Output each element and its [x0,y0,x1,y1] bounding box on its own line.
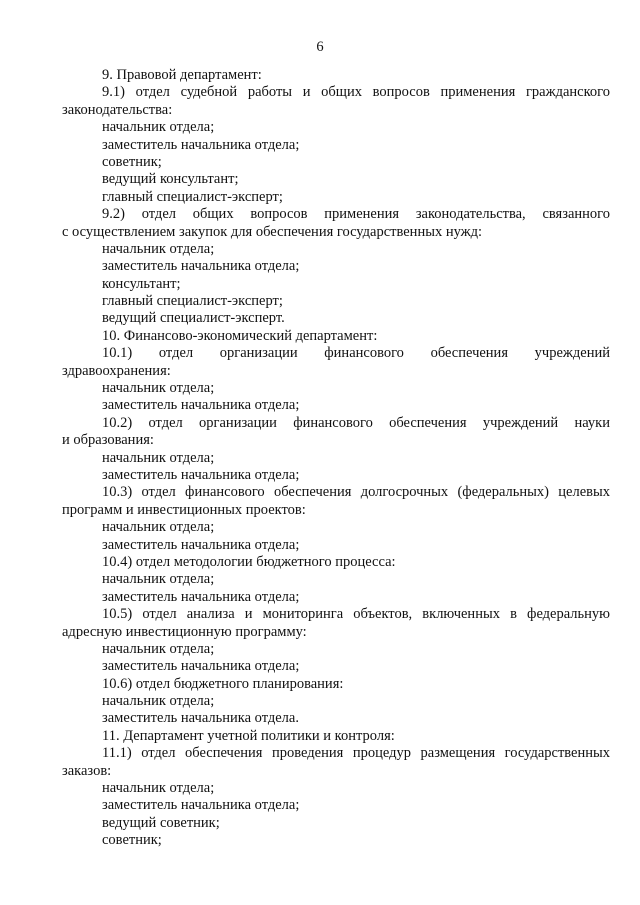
page-number: 6 [316,39,324,55]
subsection-heading-continuation: законодательства: [62,101,173,118]
position-item: заместитель начальника отдела; [102,797,300,814]
subsection-heading: 10.6) отдел бюджетного планирования: [102,675,344,692]
subsection-heading: 11.1) отдел обеспечения проведения процедур размещения государственных [102,745,610,762]
subsection-heading: 10.3) отдел финансового обеспечения долгосрочных (федеральных) целевых [102,484,610,501]
position-item: заместитель начальника отдела; [102,536,300,553]
position-item: заместитель начальника отдела. [102,710,299,727]
subsection-heading: 10.1) отдел организации финансового обеспечения учреждений [102,345,610,362]
subsection-heading-continuation: адресную инвестиционную программу: [62,623,307,640]
subsection-heading-continuation: здравоохранения: [62,362,171,379]
position-item: ведущий консультант; [102,171,239,188]
subsection-heading-continuation: и образования: [62,432,154,449]
position-item: начальник отдела; [102,380,215,397]
subsection-heading: 10.4) отдел методологии бюджетного процесса: [102,553,396,570]
position-item: заместитель начальника отдела; [102,258,300,275]
position-item: ведущий советник; [102,814,220,831]
position-item: начальник отдела; [102,571,215,588]
subsection-heading-continuation: заказов: [62,762,112,779]
position-item: заместитель начальника отдела; [102,466,300,483]
position-item: заместитель начальника отдела; [102,588,300,605]
position-item: главный специалист-эксперт; [102,293,283,310]
position-item: начальник отдела; [102,119,215,136]
subsection-heading: 10.5) отдел анализа и мониторинга объектов, включенных в федеральную [102,606,610,623]
subsection-heading: 9.2) отдел общих вопросов применения законодательства, связанного [102,206,610,223]
position-item: заместитель начальника отдела; [102,658,300,675]
position-item: консультант; [102,275,181,292]
subsection-heading: 9.1) отдел судебной работы и общих вопросов применения гражданского [102,84,610,101]
position-item: главный специалист-эксперт; [102,188,283,205]
position-item: советник; [102,153,162,170]
position-item: начальник отдела; [102,780,215,797]
section-heading: 11. Департамент учетной политики и контроля: [102,727,395,744]
subsection-heading-continuation: с осуществлением закупок для обеспечения государственных нужд: [62,223,483,240]
subsection-heading: 10.2) отдел организации финансового обеспечения учреждений науки [102,414,610,431]
position-item: ведущий специалист-эксперт. [102,310,285,327]
section-heading: 10. Финансово-экономический департамент: [102,327,378,344]
position-item: заместитель начальника отдела; [102,136,300,153]
position-item: начальник отдела; [102,693,215,710]
position-item: начальник отдела; [102,640,215,657]
document-body [62,67,610,850]
position-item: начальник отдела; [102,519,215,536]
section-heading: 9. Правовой департамент: [102,67,262,83]
subsection-heading-continuation: программ и инвестиционных проектов: [62,501,306,518]
position-item: заместитель начальника отдела; [102,397,300,414]
position-item: начальник отдела; [102,449,215,466]
position-item: советник; [102,832,162,849]
position-item: начальник отдела; [102,240,215,257]
